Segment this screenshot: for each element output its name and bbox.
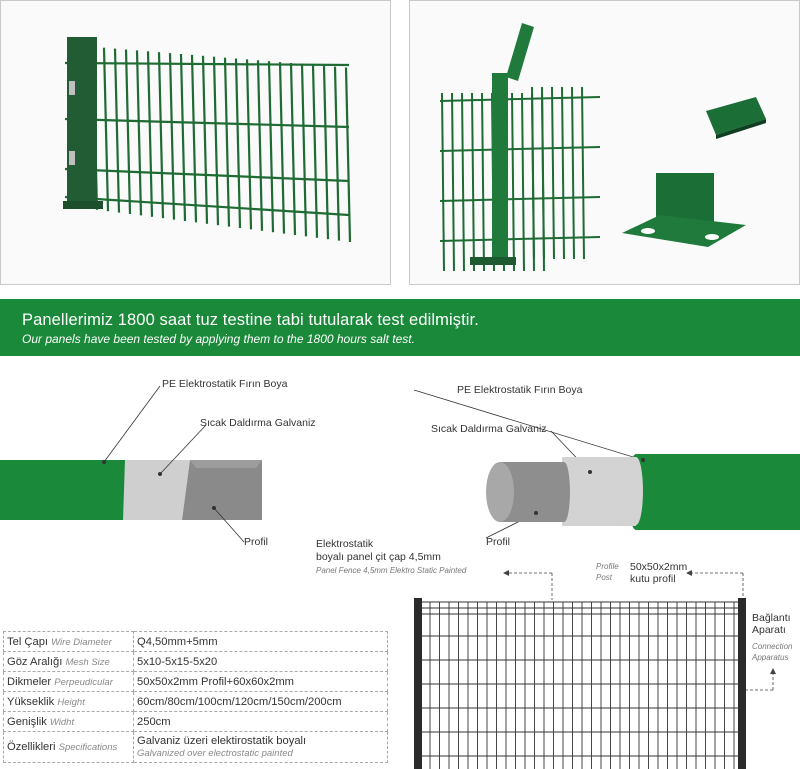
conn-label-2: Aparatı: [752, 624, 786, 636]
salt-test-banner: [0, 299, 800, 356]
spec-row: [4, 672, 388, 692]
spec-label: [4, 732, 134, 763]
post-photo: [409, 0, 800, 285]
post-label-1: 50x50x2mm: [630, 561, 688, 573]
spec-label: [4, 652, 134, 672]
spec-value: [134, 632, 388, 652]
right-galv-label: Sıcak Daldırma Galvaniz: [431, 423, 547, 435]
spec-row: [4, 692, 388, 712]
left-post: [414, 598, 422, 769]
conn-label-en-2: Apparatus: [752, 653, 789, 662]
fence-panel-illustration: [1, 1, 392, 286]
post-illustration: [410, 1, 800, 286]
spec-label-tr: Dikmeler: [7, 675, 52, 688]
spec-label: [4, 672, 134, 692]
base-plate: [622, 215, 746, 247]
panel-label-2: boyalı panel çit çap 4,5mm: [316, 551, 441, 563]
left-profile-core: [182, 460, 262, 520]
right-coating-layer: [636, 454, 800, 530]
fence-post: [67, 37, 97, 209]
banner-text-en: Our panels have been tested by applying them to the 1800 hours salt test.: [22, 332, 415, 346]
spec-label-tr: Yükseklik: [7, 695, 55, 708]
spec-label-tr: Göz Aralığı: [7, 655, 63, 668]
spec-label-tr: Genişlik: [7, 715, 47, 728]
spec-label-en: Wire Diameter: [51, 636, 112, 648]
left-coating-layer: [0, 460, 125, 520]
spec-value: [134, 652, 388, 672]
spec-label-en: Perpeudicular: [54, 676, 113, 688]
left-profile-label: Profil: [244, 536, 268, 548]
spec-table: [3, 631, 388, 763]
spec-label: [4, 712, 134, 732]
spec-value-text: Q4,50mm+5mm: [137, 635, 218, 648]
banner-text-tr: Panellerimiz 1800 saat tuz testine tabi tutularak test edilmiştir.: [22, 311, 479, 329]
spec-label-en: Height: [57, 696, 85, 708]
angled-post-top: [506, 23, 534, 81]
coating-diagrams: [0, 356, 800, 556]
left-galvanized-layer: [123, 460, 190, 520]
panel-label-1: Elektrostatik: [316, 538, 374, 550]
spec-row: [4, 632, 388, 652]
right-post: [738, 598, 746, 769]
spec-label: [4, 632, 134, 652]
post-label-2: kutu profil: [630, 573, 676, 585]
spec-label-tr: Tel Çapı: [7, 635, 49, 648]
spec-value: [134, 672, 388, 692]
spec-row: [4, 712, 388, 732]
spec-value: [134, 712, 388, 732]
spec-label-tr: Özellikleri: [7, 741, 56, 753]
post-label-en-1: Profile: [596, 562, 619, 571]
spec-value-text: 250cm: [137, 715, 171, 728]
post-label-en-2: Post: [596, 573, 613, 582]
conn-label-1: Bağlantı: [752, 612, 791, 624]
spec-value-text: 5x10-5x15-5x20: [137, 655, 218, 668]
spec-value: [134, 692, 388, 712]
right-galvanized-layer: [562, 457, 636, 526]
left-coat-label: PE Elektrostatik Fırın Boya: [162, 378, 288, 390]
spec-label: [4, 692, 134, 712]
spec-value-text: 60cm/80cm/100cm/120cm/150cm/200cm: [137, 695, 342, 708]
spec-label-en: Specifications: [58, 742, 118, 753]
spec-value-en: Galvanized over electrostatic painted: [137, 748, 293, 759]
spec-label-en: Mesh Size: [65, 656, 110, 668]
spec-value-text: Galvaniz üzeri elektirostatik boyalı: [137, 735, 307, 747]
panel-label-en: Panel Fence 4,5mm Elektro Static Painted: [316, 566, 467, 575]
right-coat-label: PE Elektrostatik Fırın Boya: [457, 384, 583, 396]
spec-row: [4, 652, 388, 672]
left-galv-label: Sıcak Daldırma Galvaniz: [200, 417, 316, 429]
post: [492, 73, 508, 263]
spec-label-en: Widht: [49, 716, 75, 728]
right-profile-label: Profil: [486, 536, 510, 548]
spec-row: [4, 732, 388, 763]
fence-panel-photo: [0, 0, 391, 285]
conn-label-en-1: Connection: [752, 642, 793, 651]
spec-value-text: 50x50x2mm Profil+60x60x2mm: [137, 675, 295, 688]
spec-value: [134, 732, 388, 763]
